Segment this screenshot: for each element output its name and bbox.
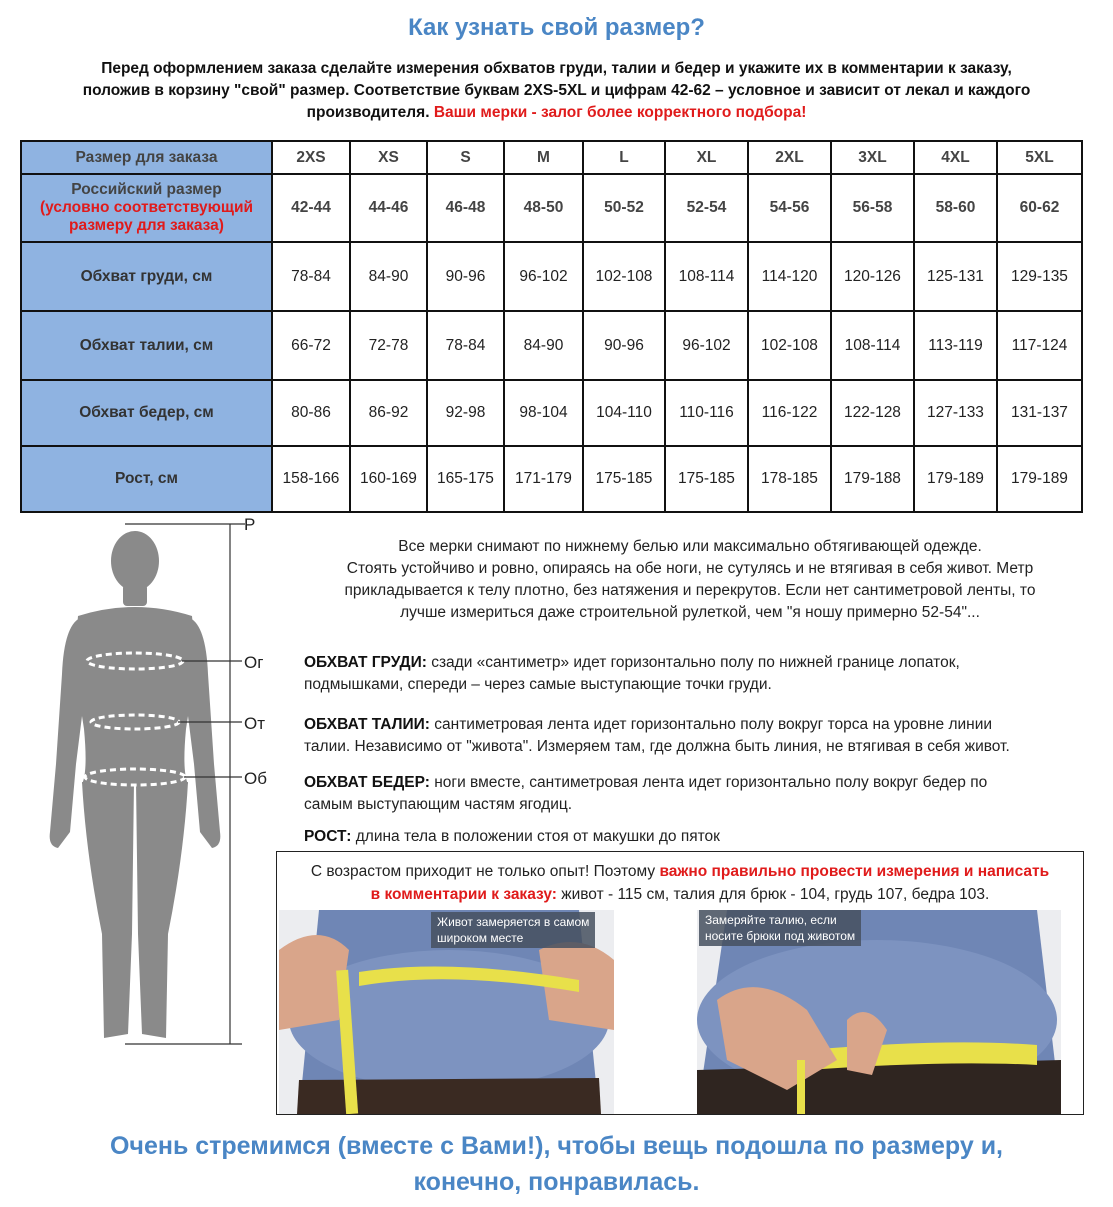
- russian-size-cell: 60-62: [997, 174, 1082, 242]
- row-header-chest: Обхват груди, см: [21, 242, 272, 311]
- chest-text-1: сзади «сантиметр» идет горизонтально полу по нижней границе лопаток,: [426, 654, 960, 671]
- russian-size-cell: 54-56: [748, 174, 831, 242]
- row-header-russian-size-title: Российский размер: [71, 181, 222, 199]
- measure-cell: 113-119: [914, 311, 997, 379]
- row-header-height: Рост, см: [21, 446, 272, 512]
- measure-cell: 90-96: [427, 242, 504, 311]
- table-row-height: [21, 446, 1082, 512]
- measure-cell: 165-175: [427, 446, 504, 512]
- size-cell: S: [427, 141, 504, 174]
- measure-cell: 96-102: [665, 311, 748, 379]
- table-row-hips: [21, 380, 1082, 446]
- measure-cell: 120-126: [831, 242, 914, 311]
- caption-right: [699, 910, 861, 946]
- measure-cell: 102-108: [748, 311, 831, 379]
- intro-text: [30, 58, 1083, 124]
- hips-instruction: [304, 772, 1079, 816]
- intro-line-1: Перед оформлением заказа сделайте измерения обхватов груди, талии и бедер и укажите их в комментарии к заказу,: [101, 60, 1012, 77]
- hips-text-1: ноги вместе, сантиметровая лента идет горизонтально полу вокруг бедер по: [429, 774, 988, 791]
- measure-cell: 179-189: [914, 446, 997, 512]
- measure-cell: 84-90: [504, 311, 583, 379]
- size-cell: XS: [350, 141, 427, 174]
- measure-cell: 90-96: [583, 311, 665, 379]
- measure-cell: 66-72: [272, 311, 350, 379]
- table-row-waist: [21, 311, 1082, 379]
- measure-cell: 84-90: [350, 242, 427, 311]
- intro-highlight: Ваши мерки - залог более корректного подбора!: [433, 104, 807, 121]
- russian-size-cell: 52-54: [665, 174, 748, 242]
- chest-instruction: [304, 652, 1079, 696]
- measure-cell: 127-133: [914, 380, 997, 446]
- measure-cell: 179-188: [831, 446, 914, 512]
- measure-cell: 160-169: [350, 446, 427, 512]
- row-header-russian-size-note: (условно соответствующий размеру для заказа): [39, 199, 254, 235]
- size-cell: 2XS: [272, 141, 350, 174]
- height-instruction: [304, 826, 1079, 848]
- general-line-1: Все мерки снимают по нижнему белью или максимально обтягивающей одежде.: [398, 538, 982, 555]
- russian-size-cell: 42-44: [272, 174, 350, 242]
- measure-cell: 175-185: [583, 446, 665, 512]
- caption-right-line-2: носите брюки под животом: [705, 929, 856, 943]
- general-instructions: [300, 536, 1080, 624]
- russian-size-cell: 48-50: [504, 174, 583, 242]
- measure-cell: 178-185: [748, 446, 831, 512]
- measure-cell: 171-179: [504, 446, 583, 512]
- measure-cell: 122-128: [831, 380, 914, 446]
- russian-size-cell: 50-52: [583, 174, 665, 242]
- footer-message: [30, 1128, 1083, 1200]
- size-cell: 3XL: [831, 141, 914, 174]
- age-text-1: С возрастом приходит не только опыт! Поэтому: [310, 863, 660, 880]
- intro-line-3-text: производителя.: [306, 104, 430, 121]
- russian-size-cell: 56-58: [831, 174, 914, 242]
- measure-cell: 158-166: [272, 446, 350, 512]
- row-header-waist: Обхват талии, см: [21, 311, 272, 379]
- footer-line-2: конечно, понравилась.: [413, 1168, 700, 1196]
- measure-cell: 129-135: [997, 242, 1082, 311]
- row-header-hips: Обхват бедер, см: [21, 380, 272, 446]
- russian-size-cell: 46-48: [427, 174, 504, 242]
- page-title: Как узнать свой размер?: [408, 14, 705, 41]
- age-text-1-red: важно правильно провести измерения и написать: [659, 863, 1050, 880]
- chest-title: ОБХВАТ ГРУДИ:: [304, 654, 427, 671]
- waist-text-2: талии. Независимо от "живота". Измеряем там, где должна быть линия, не втягивая в себя живот.: [304, 738, 1010, 755]
- measure-cell: 114-120: [748, 242, 831, 311]
- label-height: Р: [244, 515, 256, 534]
- footer-line-1: Очень стремимся (вместе с Вами!), чтобы вещь подошла по размеру и,: [109, 1132, 1004, 1160]
- size-cell: L: [583, 141, 665, 174]
- measure-cell: 108-114: [831, 311, 914, 379]
- russian-size-cell: 44-46: [350, 174, 427, 242]
- height-title: РОСТ:: [304, 828, 352, 845]
- body-figure: [30, 514, 270, 1054]
- general-line-4: лучше измериться даже строительной рулеткой, чем "я ношу примерно 52-54"...: [400, 604, 980, 621]
- intro-line-2: положив в корзину "свой" размер. Соответствие буквам 2XS-5XL и цифрам 42-62 – условное и зависит от лекал и каждого: [82, 82, 1031, 99]
- age-tip-text: [277, 860, 1083, 906]
- measure-cell: 175-185: [665, 446, 748, 512]
- table-row-russian-size: [21, 174, 1082, 242]
- size-cell: XL: [665, 141, 748, 174]
- general-line-2: Стоять устойчиво и ровно, опираясь на обе ноги, не сутулясь и не втягивая в себя живот. Метр: [346, 560, 1034, 577]
- hips-text-2: самым выступающим частям ягодиц.: [304, 796, 573, 813]
- measure-cell: 86-92: [350, 380, 427, 446]
- size-cell: 4XL: [914, 141, 997, 174]
- caption-left-line-2: широком месте: [437, 931, 524, 945]
- measure-cell: 78-84: [272, 242, 350, 311]
- measure-cell: 108-114: [665, 242, 748, 311]
- waist-title: ОБХВАТ ТАЛИИ:: [304, 716, 430, 733]
- age-text-2: живот - 115 см, талия для брюк - 104, грудь 107, бедра 103.: [556, 886, 990, 903]
- label-chest: Ог: [244, 653, 264, 672]
- hips-title: ОБХВАТ БЕДЕР:: [304, 774, 430, 791]
- measure-cell: 110-116: [665, 380, 748, 446]
- measure-cell: 116-122: [748, 380, 831, 446]
- row-header-russian-size: [21, 174, 272, 242]
- measure-cell: 102-108: [583, 242, 665, 311]
- measure-cell: 104-110: [583, 380, 665, 446]
- size-table: [20, 140, 1083, 513]
- measure-cell: 131-137: [997, 380, 1082, 446]
- measure-cell: 78-84: [427, 311, 504, 379]
- measure-cell: 80-86: [272, 380, 350, 446]
- caption-right-line-1: Замеряйте талию, если: [705, 913, 837, 927]
- age-text-2-red: в комментарии к заказу:: [370, 886, 557, 903]
- measure-cell: 179-189: [997, 446, 1082, 512]
- row-header-order-size: Размер для заказа: [21, 141, 272, 174]
- height-text: длина тела в положении стоя от макушки до пяток: [351, 828, 720, 845]
- measure-cell: 72-78: [350, 311, 427, 379]
- chest-text-2: подмышками, спереди – через самые выступающие точки груди.: [304, 676, 772, 693]
- caption-left: [431, 912, 595, 948]
- intro-line-3: [30, 102, 1083, 124]
- general-line-3: прикладывается к телу плотно, без натяжения и перекрутов. Если нет сантиметровой ленты, то: [344, 582, 1036, 599]
- russian-size-cell: 58-60: [914, 174, 997, 242]
- caption-left-line-1: Живот замеряется в самом: [437, 915, 590, 929]
- waist-instruction: [304, 714, 1079, 758]
- measure-cell: 92-98: [427, 380, 504, 446]
- measure-cell: 96-102: [504, 242, 583, 311]
- size-cell: 2XL: [748, 141, 831, 174]
- label-waist: От: [244, 714, 266, 733]
- measure-cell: 117-124: [997, 311, 1082, 379]
- age-tip-box: [276, 851, 1084, 1115]
- size-cell: 5XL: [997, 141, 1082, 174]
- size-cell: M: [504, 141, 583, 174]
- table-row-chest: [21, 242, 1082, 311]
- measure-cell: 98-104: [504, 380, 583, 446]
- waist-text-1: сантиметровая лента идет горизонтально полу вокруг торса на уровне линии: [429, 716, 993, 733]
- label-hips: Об: [244, 769, 267, 788]
- table-row-order-size: [21, 141, 1082, 174]
- measure-cell: 125-131: [914, 242, 997, 311]
